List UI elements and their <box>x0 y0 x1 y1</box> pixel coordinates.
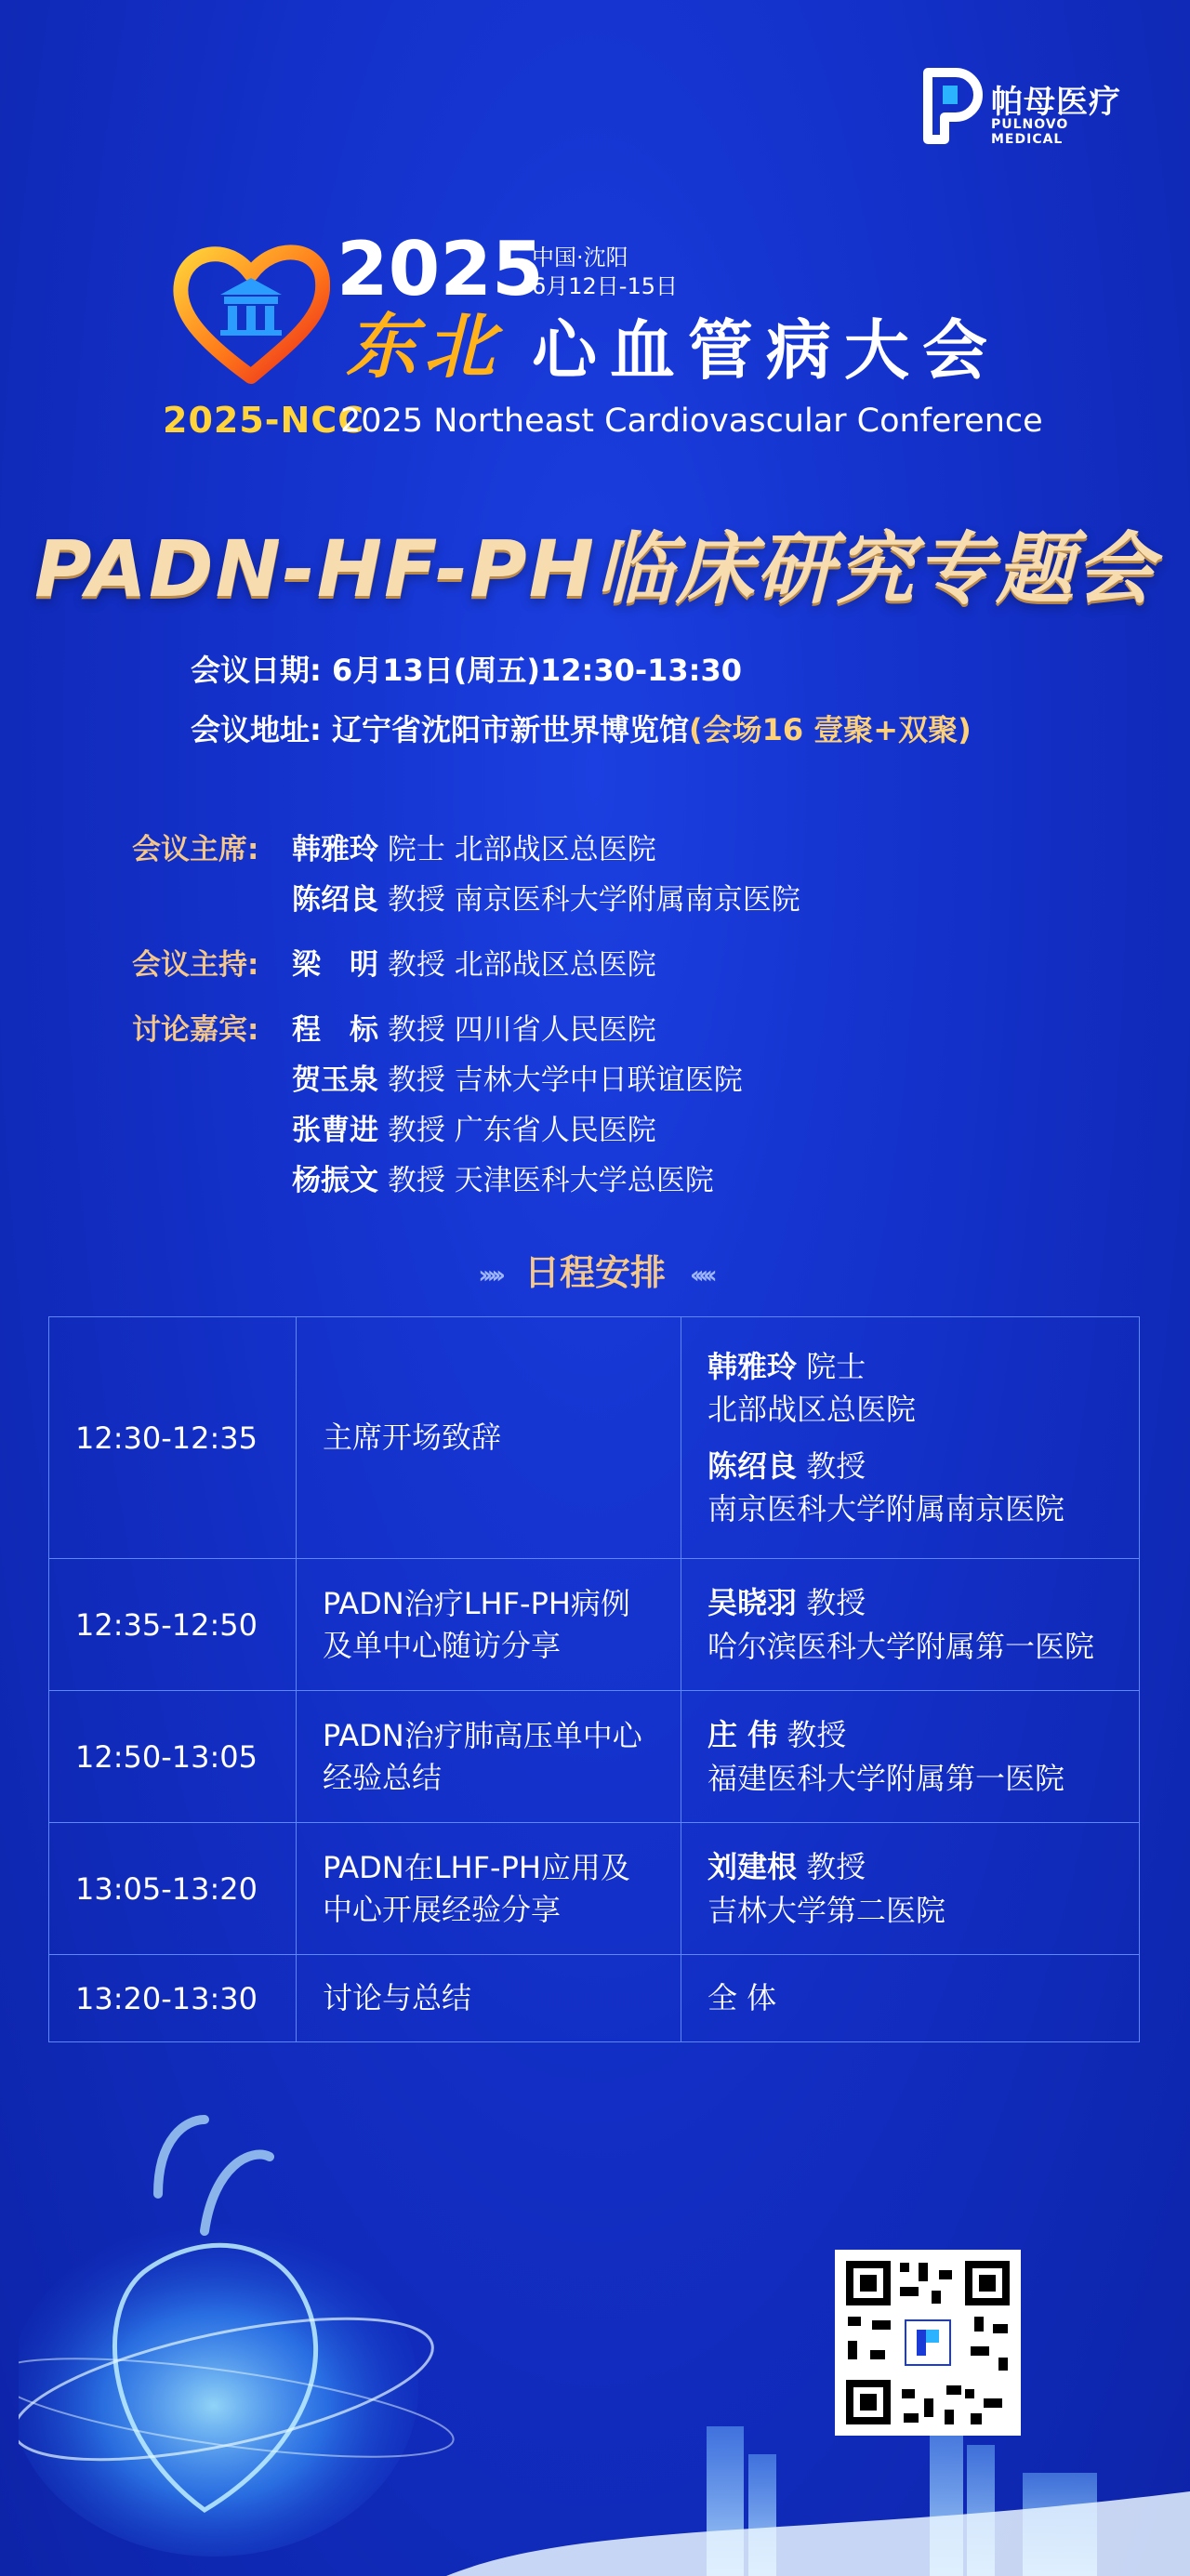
person-title: 教授 <box>387 1164 445 1197</box>
conference-year: 2025 <box>337 226 544 312</box>
speaker-title: 教授 <box>806 1585 866 1621</box>
conference-name-cn: 心血管病大会 <box>532 312 1000 389</box>
table-row <box>49 1955 1140 2042</box>
schedule-topic-line: PADN治疗肺高压单中心 <box>323 1717 642 1753</box>
brand-name-cn: 帕母医疗 <box>991 84 1121 121</box>
schedule-time: 12:30-12:35 <box>49 1317 297 1559</box>
person-org: 天津医科大学总医院 <box>454 1164 714 1197</box>
schedule-topic <box>297 1317 681 1559</box>
speaker-line <box>707 1713 1138 1756</box>
person-name: 梁 明 <box>292 948 378 982</box>
speaker-org: 北部战区总医院 <box>707 1392 917 1428</box>
speaker-line <box>707 1845 1138 1888</box>
role-label-guests: 讨论嘉宾: <box>132 1013 259 1047</box>
chevrons-left-icon: ‹‹‹‹‹ <box>690 1261 712 1289</box>
heart-logo-icon <box>172 237 330 395</box>
schedule-topic <box>297 1691 681 1823</box>
brand-logo <box>920 65 1134 149</box>
speaker-org: 南京医科大学附属南京医院 <box>707 1490 1065 1526</box>
speaker-title: 教授 <box>787 1717 847 1753</box>
person-row <box>292 1006 656 1048</box>
speaker-name: 吴晓羽 <box>707 1585 798 1621</box>
schedule-title-text: 日程安排 <box>523 1252 666 1293</box>
person-row <box>292 1056 743 1098</box>
schedule-topic-line: 讨论与总结 <box>323 1980 472 2016</box>
schedule-time: 13:20-13:30 <box>49 1955 297 2042</box>
schedule-topic-line: 中心开展经验分享 <box>323 1891 562 1927</box>
qr-code-icon[interactable] <box>835 2250 1021 2436</box>
person-name: 程 标 <box>292 1013 378 1047</box>
person-row <box>292 941 656 983</box>
schedule-topic-line: 经验总结 <box>323 1759 443 1795</box>
conference-dates: 6月12日-15日 <box>532 273 679 300</box>
schedule-speakers <box>681 1955 1140 2042</box>
meeting-venue-value: 辽宁省沈阳市新世界博览馆 <box>331 712 689 747</box>
speaker-title: 教授 <box>806 1849 866 1885</box>
speaker-line <box>707 1445 1138 1487</box>
speaker-line <box>707 1345 1138 1388</box>
speaker-name: 韩雅玲 <box>707 1348 798 1384</box>
person-title: 教授 <box>387 1063 445 1097</box>
schedule-topic <box>297 1823 681 1955</box>
person-org: 吉林大学中日联谊医院 <box>454 1063 743 1097</box>
person-title: 教授 <box>387 948 445 982</box>
schedule-time: 12:35-12:50 <box>49 1559 297 1691</box>
person-row <box>292 826 656 867</box>
pulnovo-logo-icon <box>920 65 984 145</box>
conference-place: 中国·沈阳 <box>532 244 628 271</box>
schedule-title <box>0 1244 1190 1295</box>
page-title: PADN-HF-PH临床研究专题会 <box>34 523 1156 614</box>
meeting-venue-label: 会议地址: <box>191 712 322 747</box>
person-name: 韩雅玲 <box>292 833 378 866</box>
speaker-org: 吉林大学第二医院 <box>707 1892 946 1928</box>
role-label-host: 会议主持: <box>132 948 259 982</box>
schedule-time: 12:50-13:05 <box>49 1691 297 1823</box>
schedule-speakers <box>681 1691 1140 1823</box>
person-name: 贺玉泉 <box>292 1063 378 1097</box>
meeting-date-label: 会议日期: <box>191 653 322 688</box>
person-row <box>292 876 800 918</box>
person-org: 南京医科大学附属南京医院 <box>454 883 800 917</box>
chevrons-right-icon: ››››› <box>478 1261 500 1289</box>
speaker-name: 全 体 <box>707 1980 777 2016</box>
meeting-venue <box>191 707 972 749</box>
person-title: 院士 <box>387 833 445 866</box>
speaker-org: 哈尔滨医科大学附属第一医院 <box>707 1628 1095 1664</box>
ncc-badge: 2025-NCC <box>163 400 365 441</box>
speaker-name: 刘建根 <box>707 1849 798 1885</box>
speaker-line <box>707 1581 1138 1624</box>
schedule-topic-line: 及单中心随访分享 <box>323 1627 562 1663</box>
person-title: 教授 <box>387 1013 445 1047</box>
table-row <box>49 1559 1140 1691</box>
schedule-table <box>48 1316 1140 2042</box>
person-name: 张曹进 <box>292 1114 378 1147</box>
person-title: 教授 <box>387 1114 445 1147</box>
person-name: 杨振文 <box>292 1164 378 1197</box>
schedule-speakers <box>681 1317 1140 1559</box>
schedule-speakers <box>681 1559 1140 1691</box>
conference-region: 东北 <box>346 305 502 388</box>
conference-place-date <box>532 244 678 301</box>
speaker-title: 院士 <box>806 1348 866 1384</box>
schedule-speakers <box>681 1823 1140 1955</box>
speaker-name: 陈绍良 <box>707 1447 798 1484</box>
person-org: 北部战区总医院 <box>454 833 656 866</box>
anatomical-heart-illustration-icon <box>19 2082 465 2566</box>
brand-name-en: PULNOVO MEDICAL <box>991 117 1069 147</box>
schedule-topic <box>297 1559 681 1691</box>
city-skyline-illustration-icon <box>446 2380 1190 2576</box>
schedule-topic <box>297 1955 681 2042</box>
meeting-date-value: 6月13日(周五)12:30-13:30 <box>331 653 743 688</box>
person-row <box>292 1156 714 1198</box>
person-org: 北部战区总医院 <box>454 948 656 982</box>
person-org: 广东省人民医院 <box>454 1114 656 1147</box>
meeting-venue-hall: (会场16 壹聚+双聚) <box>688 712 972 747</box>
person-org: 四川省人民医院 <box>454 1013 656 1047</box>
person-title: 教授 <box>387 883 445 917</box>
schedule-topic-line: 主席开场致辞 <box>323 1420 502 1456</box>
schedule-topic-line: PADN在LHF-PH应用及 <box>323 1849 630 1885</box>
person-row <box>292 1106 656 1148</box>
speaker-org: 福建医科大学附属第一医院 <box>707 1760 1065 1796</box>
schedule-topic-line: PADN治疗LHF-PH病例 <box>323 1585 630 1621</box>
speaker-title: 教授 <box>806 1447 866 1484</box>
role-label-chair: 会议主席: <box>132 833 259 866</box>
meeting-date <box>191 647 742 690</box>
person-name: 陈绍良 <box>292 883 378 917</box>
conference-name-en: 2025 Northeast Cardiovascular Conference <box>340 403 1043 440</box>
table-row <box>49 1823 1140 1955</box>
table-row <box>49 1691 1140 1823</box>
speaker-name: 庄 伟 <box>707 1717 778 1753</box>
table-row <box>49 1317 1140 1559</box>
schedule-time: 13:05-13:20 <box>49 1823 297 1955</box>
